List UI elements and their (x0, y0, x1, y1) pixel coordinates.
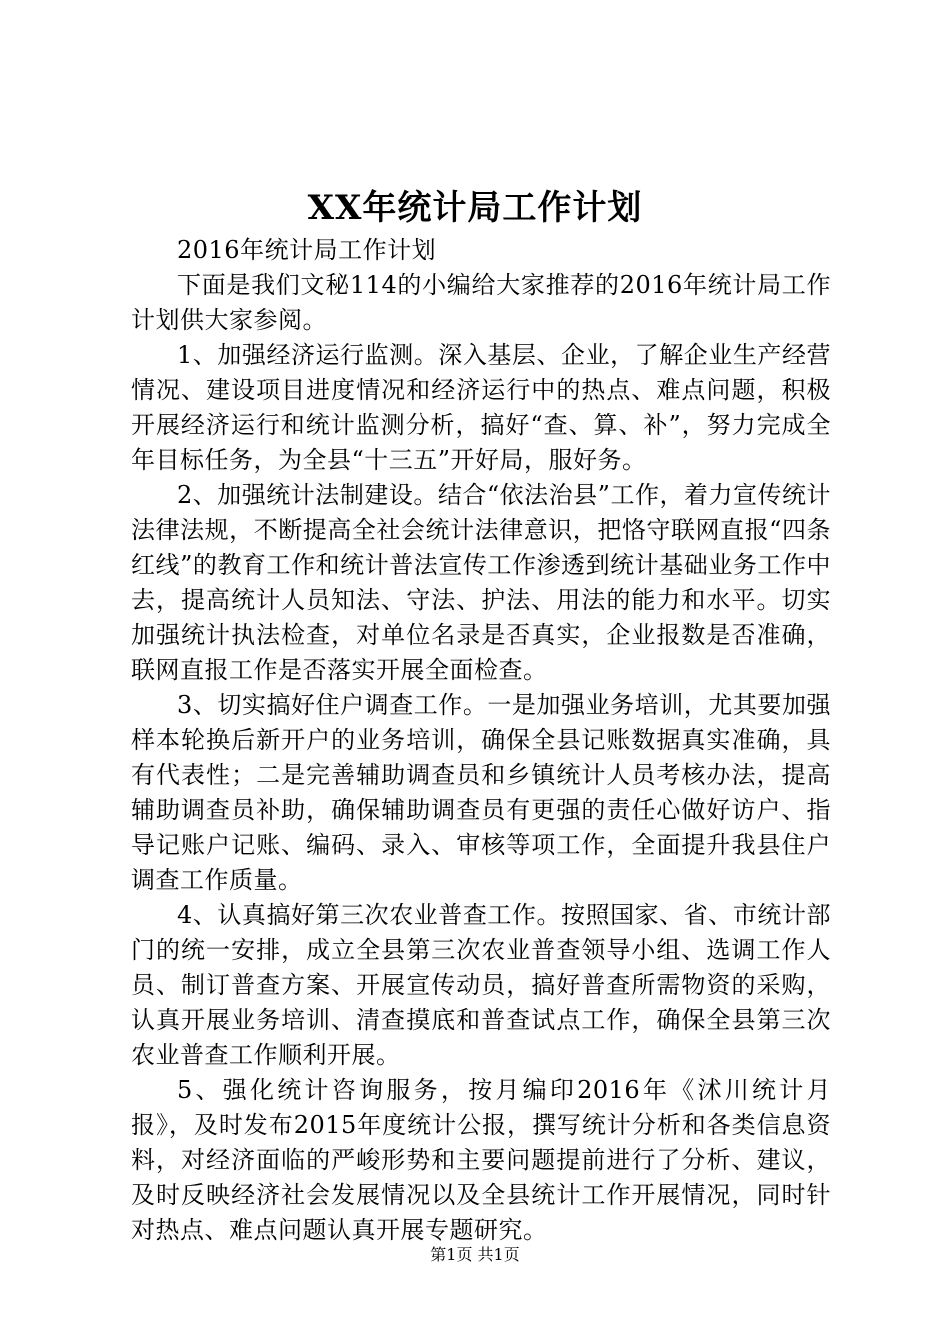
paragraph-item-2: 2、加强统计法制建设。结合“依法治县”工作，着力宣传统计法律法规，不断提高全社会统计法律意识，把恪守联网直报“四条红线”的教育工作和统计普法宣传工作渗透到统计基础业务工作中去，提高统计人员知法、守法、护法、用法的能力和水平。切实加强统计执法检查，对单位名录是否真实，企业报数是否准确，联网直报工作是否落实开展全面检查。 (131, 481, 831, 684)
paragraph-item-1: 1、加强经济运行监测。深入基层、企业，了解企业生产经营情况、建设项目进度情况和经济运行中的热点、难点问题，积极开展经济运行和统计监测分析，搞好“查、算、补”，努力完成全年目标任务，为全县“十三五”开好局，服好务。 (131, 341, 831, 474)
document-title: XX年统计局工作计划 (307, 188, 643, 228)
paragraph-item-4: 4、认真搞好第三次农业普查工作。按照国家、省、市统计部门的统一安排，成立全县第三次农业普查领导小组、选调工作人员、制订普查方案、开展宣传动员，搞好普查所需物资的采购，认真开展业务培训、清查摸底和普查试点工作，确保全县第三次农业普查工作顺利开展。 (131, 901, 831, 1069)
paragraph-item-5: 5、强化统计咨询服务，按月编印2016年《沭川统计月报》，及时发布2015年度统计公报，撰写统计分析和各类信息资料，对经济面临的严峻形势和主要问题提前进行了分析、建议，及时反映经济社会发展情况以及全县统计工作开展情况，同时针对热点、难点问题认真开展专题研究。 (131, 1076, 831, 1244)
paragraph-subtitle: 2016年统计局工作计划 (177, 236, 437, 264)
paragraph-item-3: 3、切实搞好住户调查工作。一是加强业务培训，尤其要加强样本轮换后新开户的业务培训，确保全县记账数据真实准确，具有代表性；二是完善辅助调查员和乡镇统计人员考核办法，提高辅助调查员补助，确保辅助调查员有更强的责任心做好访户、指导记账户记账、编码、录入、审核等项工作，全面提升我县住户调查工作质量。 (131, 691, 831, 894)
page-footer: 第1页 共1页 (430, 1245, 520, 1264)
paragraph-intro: 下面是我们文秘114的小编给大家推荐的2016年统计局工作计划供大家参阅。 (131, 271, 831, 334)
document-body (131, 233, 831, 1248)
